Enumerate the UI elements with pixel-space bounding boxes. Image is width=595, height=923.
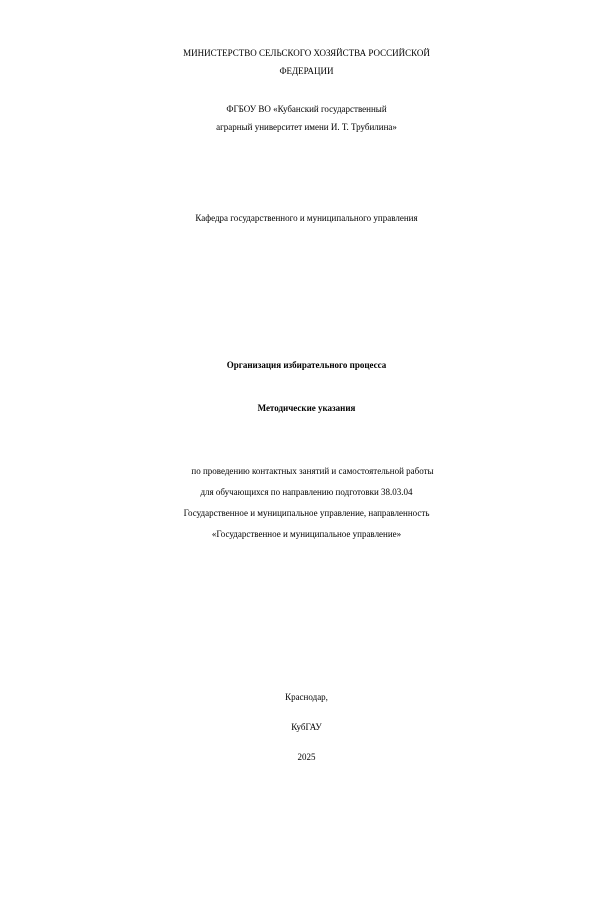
ministry-line-1: МИНИСТЕРСТВО СЕЛЬСКОГО ХОЗЯЙСТВА РОССИЙСКОЙ [183, 48, 430, 58]
university-line-2: аграрный университет имени И. Т. Трубилина» [216, 122, 397, 132]
university-line-1: ФГБОУ ВО «Кубанский государственный [226, 104, 387, 114]
publisher-name: КубГАУ [291, 722, 322, 732]
publication-year: 2025 [297, 752, 316, 762]
description-line-2: для обучающихся по направлению подготовки 38.03.04 [200, 487, 413, 497]
description-line-4: «Государственное и муниципальное управление» [211, 529, 402, 539]
description-line-1: по проведению контактных занятий и самостоятельной работы [191, 466, 434, 476]
description-line-3: Государственное и муниципальное управление, направленность [183, 508, 430, 518]
department-name: Кафедра государственного и муниципального управления [195, 213, 418, 223]
city-name: Краснодар, [285, 692, 328, 702]
ministry-line-2: ФЕДЕРАЦИИ [279, 66, 334, 76]
document-title: Организация избирательного процесса [226, 360, 387, 370]
document-subtitle: Методические указания [257, 403, 356, 413]
